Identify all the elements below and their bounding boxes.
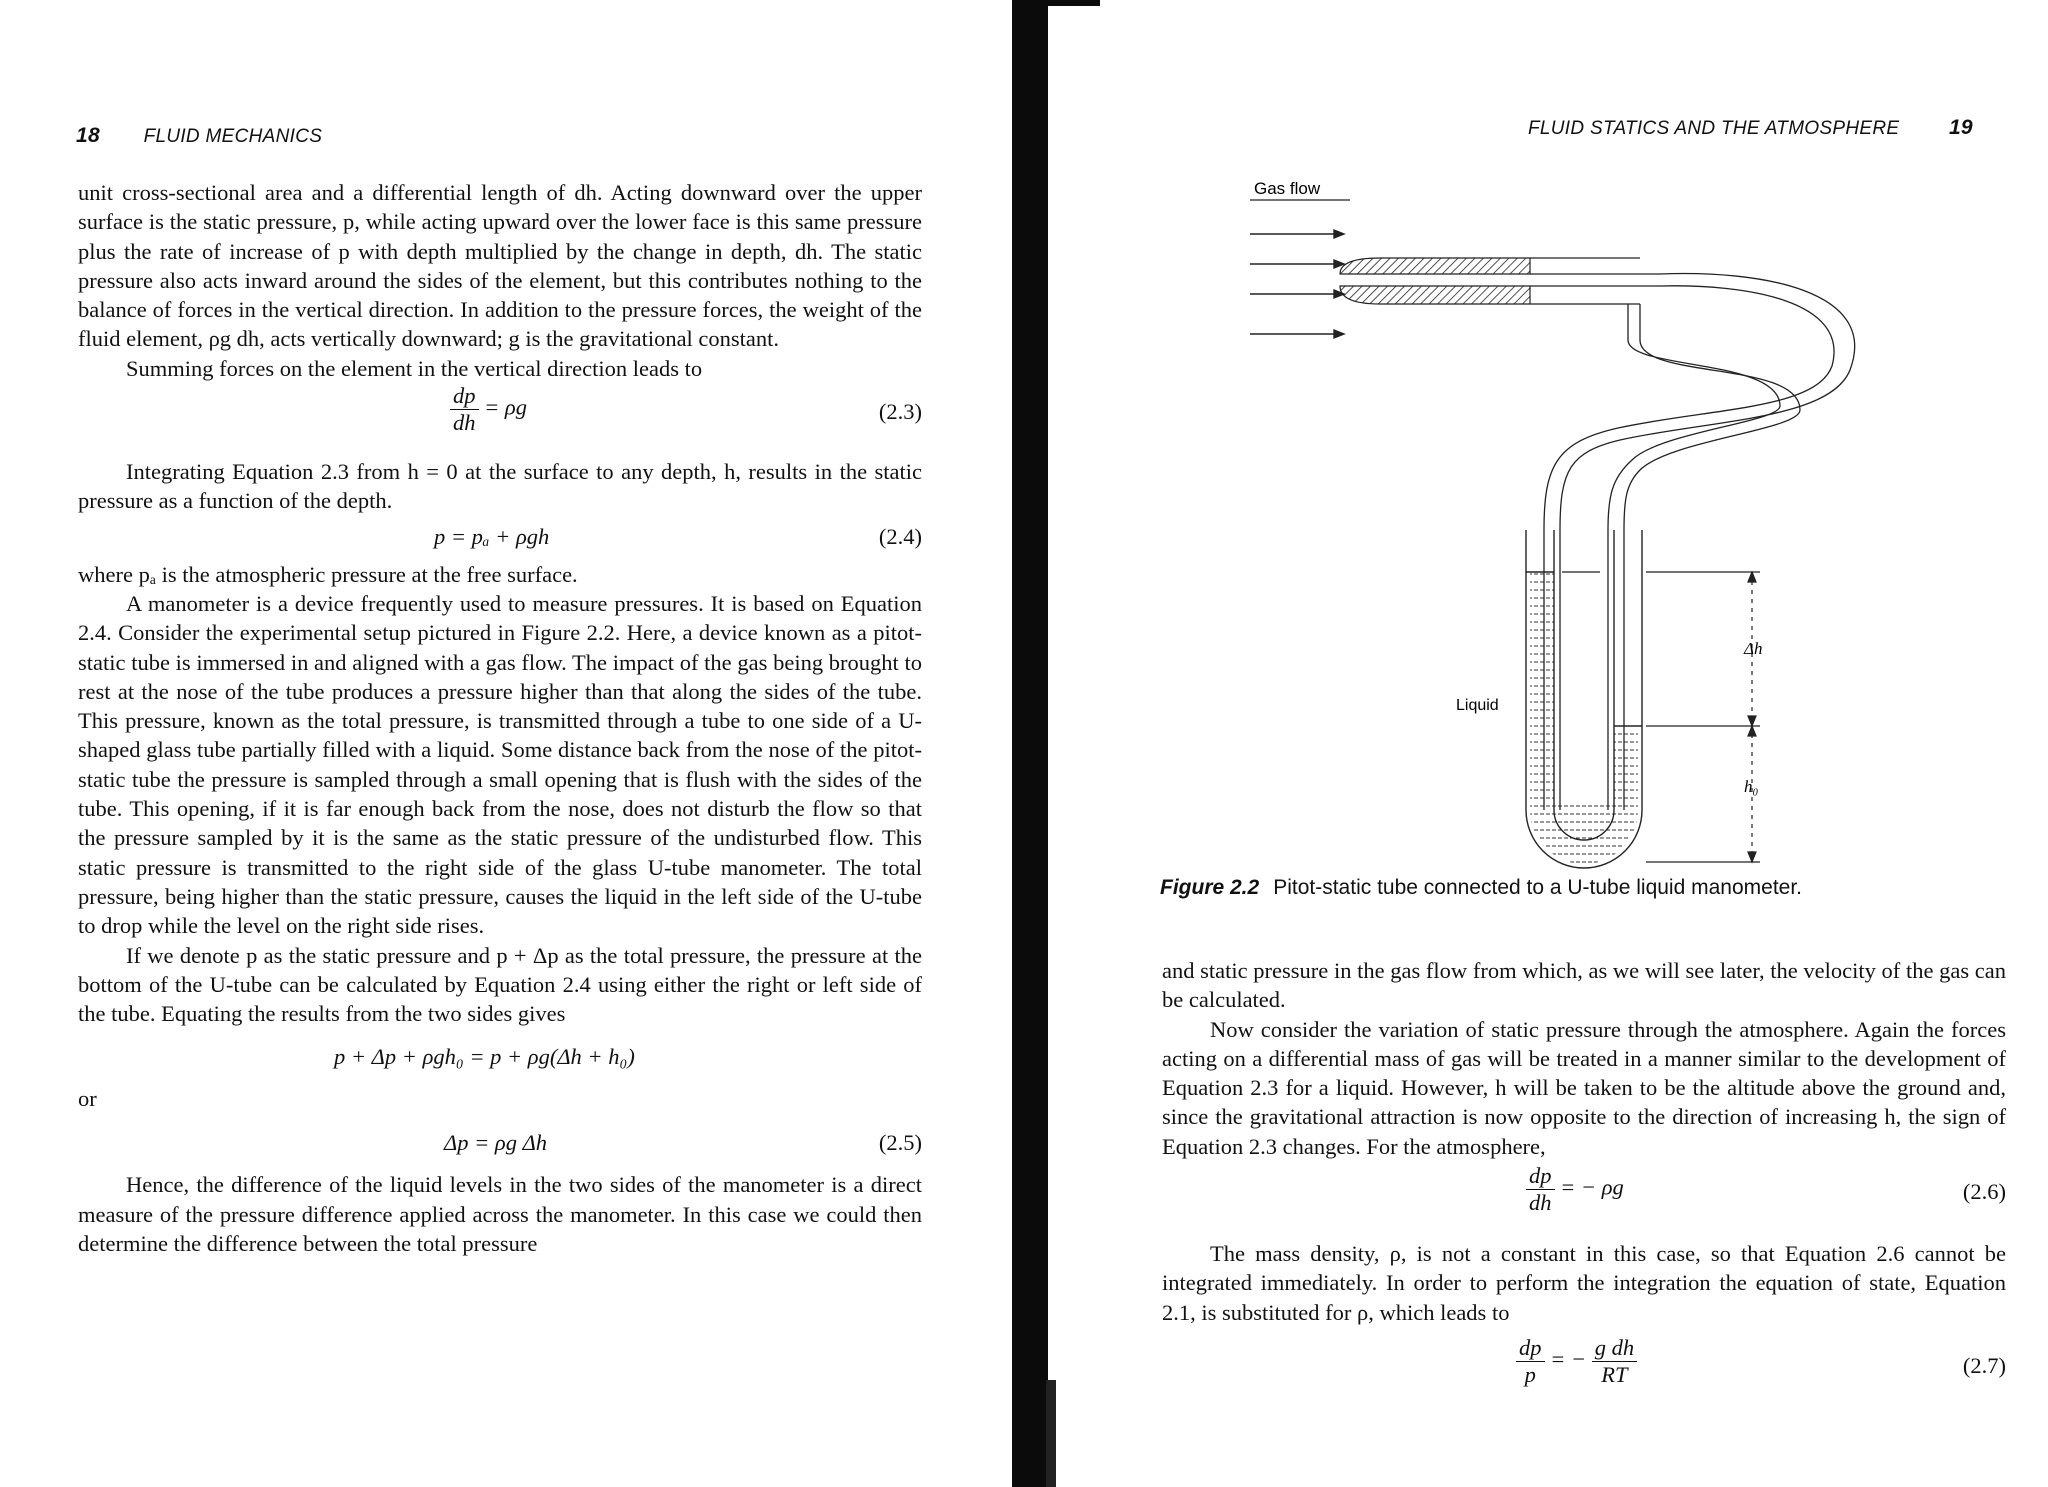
pitot-static-tube (1340, 258, 1660, 304)
flow-arrows (1250, 230, 1344, 338)
left-body (78, 178, 922, 1258)
right-liquid-column (1614, 726, 1638, 808)
right-paragraph-3: The mass density, ρ, is not a constant in this case, so that Equation 2.6 cannot be integrated immediately. In order to perform the integration the equation of state, Equation 2.1, is substituted for ρ, which leads to (1162, 1241, 2006, 1325)
figure-2-2-diagram (1240, 170, 1960, 870)
left-paragraph-4: where pₐ is the atmospheric pressure at the free surface. (78, 561, 578, 587)
left-paragraph-2: Summing forces on the element in the vertical direction leads to (126, 355, 703, 381)
figure-caption (1160, 876, 1802, 900)
equation-2-4 (78, 516, 922, 560)
eq27-right-denominator: RT (1601, 1361, 1628, 1387)
gas-flow-label: Gas flow (1254, 179, 1321, 198)
left-running-head (76, 124, 322, 148)
book-binding (1012, 0, 1048, 1487)
eq-unnumbered-body: p + Δp + ρgh₀ = p + ρg(Δh + h₀) (334, 1044, 635, 1070)
eq23-rhs: = ρg (484, 394, 527, 420)
left-paragraph-5: A manometer is a device frequently used to measure pressures. It is based on Equation 2.4. Consider the experimental setup pictured in Figure 2.2. Here, a device known as a pitot-static tube is immersed in and aligned with a gas flow. The impact of the gas being brought to rest at the nose of the tube produces a pressure higher than that along the sides of the tube. This pressure, known as the total pressure, is transmitted through a tube to one side of a U-shaped glass tube partially filled with a liquid. Some distance back from the nose of the pitot-static tube the pressure is sampled through a small opening that is flush with the sides of the tube. This opening, if it is far enough back from the nose, does not disturb the flow so that the pressure sampled by it is the same as the static pressure of the undisturbed flow. This static pressure is transmitted to the right side of the glass U-tube manometer. The total pressure, being higher than the static pressure, causes the liquid in the left side of the U-tube to drop while the level on the right side rises. (78, 590, 922, 939)
book-binding-edge (1046, 1380, 1056, 1487)
eq24-tag: (2.4) (878, 523, 922, 549)
left-paragraph-6: If we denote p as the static pressure and p + Δp as the total pressure, the pressure at the bottom of the U-tube can be calculated by Equation 2.4 using either the right or left side of the tube. Equating the results from the two sides gives (78, 942, 922, 1027)
eq27-left-denominator: p (1524, 1361, 1536, 1387)
eq27-right-numerator: g dh (1592, 1335, 1637, 1362)
right-page-number: 19 (1948, 116, 1973, 139)
left-paragraph-7: Hence, the difference of the liquid levels in the two sides of the manometer is a direct measure of the pressure difference applied across the manometer. In this case we could then determine the difference between the total pressure (78, 1172, 922, 1257)
left-page (0, 0, 1014, 1487)
equation-2-5 (78, 1128, 922, 1170)
eq25-body: Δp = ρg Δh (444, 1130, 548, 1156)
eq24-body: p = pₐ + ρgh (434, 523, 550, 549)
eq26-tag: (2.6) (1962, 1179, 2006, 1205)
right-paragraph-2: Now consider the variation of static pressure through the atmosphere. Again the forces acting on a differential mass of gas will be treated in a manner similar to the development of Equation 2.3 for a liquid. However, h will be taken to be the altitude above the ground and, since the gravitational attraction is now opposite to the direction of increasing h, the sign of Equation 2.3 changes. For the atmosphere, (1162, 1016, 2006, 1159)
left-or: or (78, 1086, 97, 1112)
figure-caption-label: Figure 2.2 (1160, 876, 1260, 899)
delta-h-label: Δh (1744, 639, 1763, 658)
eq23-numerator: dp (450, 383, 479, 410)
eq27-mid: = − (1550, 1346, 1587, 1372)
eq23-denominator: dh (453, 410, 476, 436)
right-running-title: FLUID STATICS AND THE ATMOSPHERE (1528, 118, 1900, 139)
right-body (1162, 956, 2006, 1399)
left-liquid-column (1530, 572, 1554, 808)
eq26-rhs: = − ρg (1560, 1174, 1624, 1200)
equation-2-7 (1162, 1335, 2006, 1399)
left-running-title: FLUID MECHANICS (143, 126, 323, 147)
equation-2-6 (1162, 1161, 2006, 1225)
total-pressure-tube (1544, 274, 1855, 810)
left-paragraph-3: Integrating Equation 2.3 from h = 0 at the surface to any depth, h, results in the static pressure as a function of the depth. (78, 459, 922, 514)
liquid-label: Liquid (1456, 697, 1499, 714)
eq26-denominator: dh (1529, 1190, 1552, 1216)
h0-label: h₀ (1744, 777, 1759, 796)
figure-caption-text: Pitot-static tube connected to a U-tube liquid manometer. (1273, 876, 1802, 899)
left-page-number: 18 (76, 124, 100, 147)
left-paragraph-1: unit cross-sectional area and a differential length of dh. Acting downward over the upper surface is the static pressure, p, while acting upward over the lower face is this same pressure plus the rate of increase of p with depth multiplied by the change in depth, dh. The static pressure also acts inward around the sides of the element, but this contributes nothing to the balance of forces in the vertical direction. In addition to the pressure forces, the weight of the fluid element, ρg dh, acts vertically downward; g is the gravitational constant. (78, 180, 922, 352)
eq27-left-numerator: dp (1516, 1335, 1545, 1362)
right-running-head (1528, 116, 1973, 140)
equation-unnumbered (78, 1028, 922, 1084)
eq27-tag: (2.7) (1962, 1352, 2006, 1378)
eq25-tag: (2.5) (878, 1130, 922, 1156)
eq23-tag: (2.3) (878, 399, 922, 425)
right-paragraph-1: and static pressure in the gas flow from which, as we will see later, the velocity of the gas can be calculated. (1162, 958, 2006, 1013)
equation-2-3 (78, 383, 922, 443)
eq26-numerator: dp (1526, 1163, 1555, 1190)
